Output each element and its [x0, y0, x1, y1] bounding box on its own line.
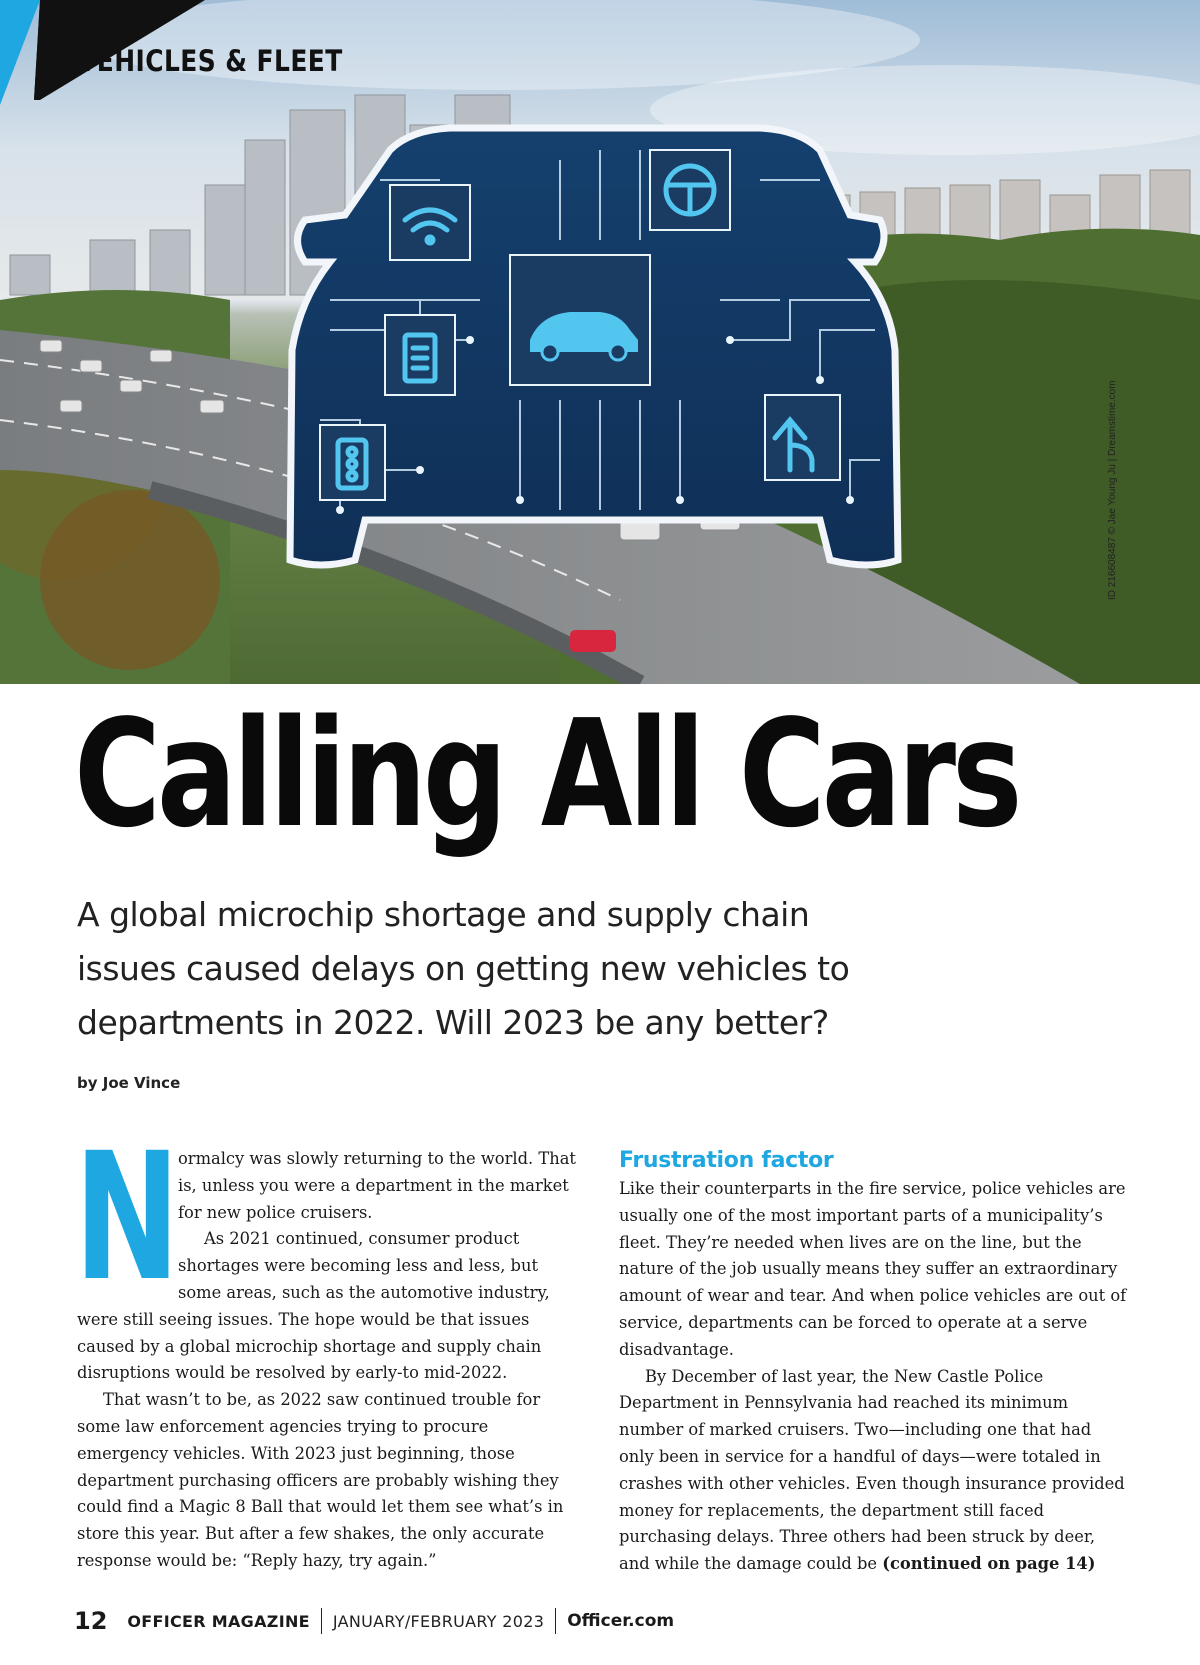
paragraph: Like their counterparts in the fire service, police vehicles are usually one of the most important parts of a municipality’s fleet. They’re needed when lives are on the line, but the nature of the job usually means they suffer an extraordinary amount of wear and tear. And when police vehicles are out of service, departments can be forced to operate at a serve disadvantage. — [619, 1179, 1127, 1359]
body-column-left — [74, 1115, 582, 1575]
paragraph: ormalcy was slowly returning to the world. That is, unless you were a department in the market for new police cruisers. — [178, 1149, 576, 1222]
site-link[interactable]: Officer.com — [567, 1611, 675, 1631]
section-label: VEHICLES & FLEET — [77, 44, 343, 78]
article-byline: by Joe Vince — [77, 1074, 181, 1092]
divider — [321, 1608, 322, 1634]
paragraph — [619, 1364, 1129, 1578]
section-subhead: Frustration factor — [619, 1148, 834, 1173]
page-footer — [74, 1606, 674, 1636]
issue-date: JANUARY/FEBRUARY 2023 — [332, 1611, 545, 1631]
circuit-car-graphic — [290, 128, 898, 565]
city-highway-scene — [0, 0, 1200, 684]
hero-illustration — [0, 0, 1200, 684]
drop-cap: N — [74, 1115, 181, 1320]
page-number: 12 — [74, 1607, 108, 1635]
paragraph-text: By December of last year, the New Castle Police Department in Pennsylvania had reached its minimum number of marked cruisers. Two—including one that had only been in service for a handful of days—were totaled in crashes with other vehicles. Even though insurance provided money for replacements, the department still faced purchasing delays. Three others had been struck by deer, and while the damage could be — [619, 1366, 1125, 1574]
photo-credit: ID 216608487 © Jae Young Ju | Dreamstime.com — [1107, 380, 1118, 600]
paragraph: As 2021 continued, consumer product shortages were becoming less and less, but some areas, such as the automotive industry, were still seeing issues. The hope would be that issues caused by a global microchip shortage and supply chain disruptions would be resolved by early-to mid-2022. — [77, 1229, 550, 1383]
article-headline: Calling All Cars — [74, 688, 1019, 860]
magazine-name: OFFICER MAGAZINE — [127, 1611, 310, 1631]
continued-link[interactable]: (continued on page 14) — [882, 1554, 1096, 1574]
article-deck: A global microchip shortage and supply chain issues caused delays on getting new vehicles to departments in 2022. Will 2023 be any better? — [77, 895, 850, 1042]
body-column-right — [619, 1146, 1129, 1578]
paragraph: That wasn’t to be, as 2022 saw continued trouble for some law enforcement agencies trying to procure emergency vehicles. With 2023 just beginning, those department purchasing officers are probably wishing they could find a Magic 8 Ball that would let them see what’s in store this year. But after a few shakes, the only accurate response would be: “Reply hazy, try again.” — [77, 1390, 564, 1570]
divider — [555, 1608, 556, 1634]
